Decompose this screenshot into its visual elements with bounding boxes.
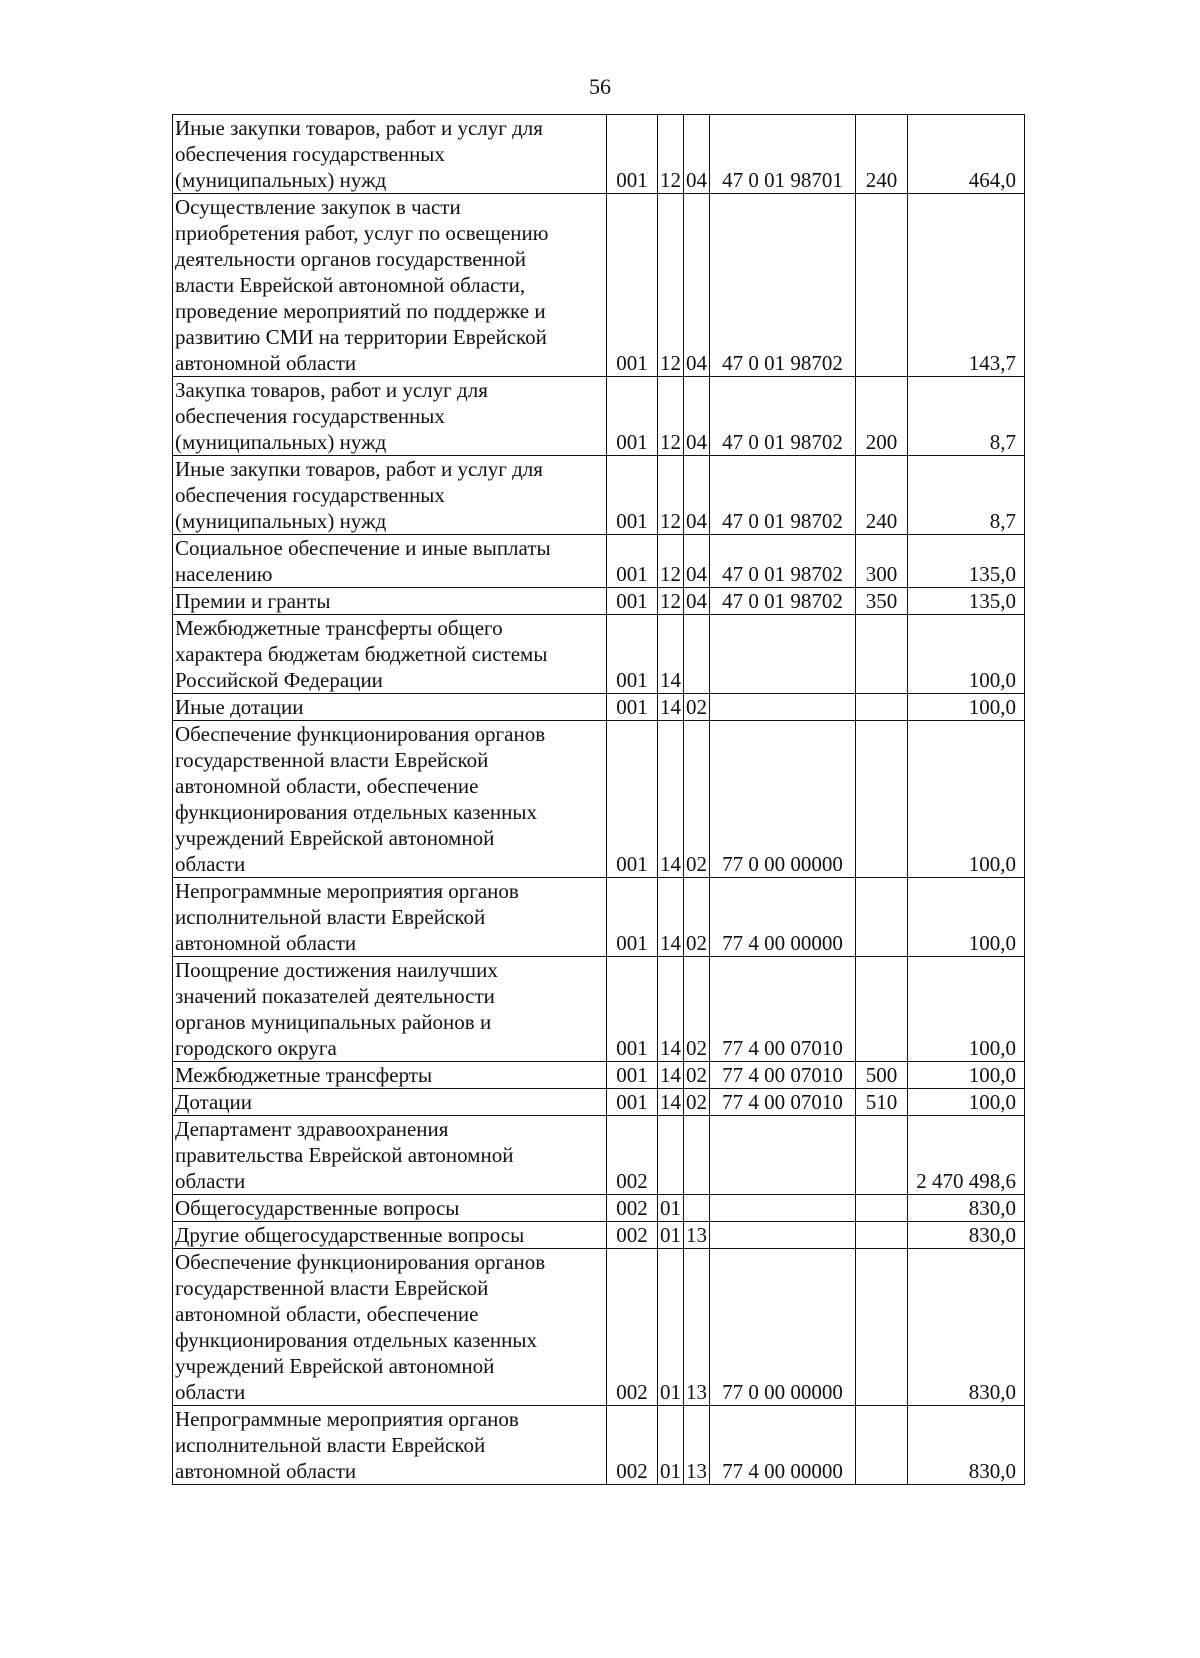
amount-cell: 830,0	[908, 1222, 1025, 1249]
row-name-cell: Социальное обеспечение и иные выплаты населению	[173, 535, 607, 588]
ministry-code-cell: 001	[607, 588, 658, 615]
subsection-code-cell	[684, 615, 710, 694]
table-row	[173, 1116, 1025, 1195]
row-name-cell: Премии и гранты	[173, 588, 607, 615]
target-article-cell: 77 0 00 00000	[710, 1249, 856, 1406]
ministry-code-cell: 001	[607, 456, 658, 535]
section-code-cell: 14	[658, 721, 684, 878]
section-code-cell: 12	[658, 588, 684, 615]
target-article-cell: 77 4 00 00000	[710, 1406, 856, 1485]
target-article-cell: 77 4 00 07010	[710, 957, 856, 1062]
row-name-cell: Обеспечение функционирования органов государственной власти Еврейской автономной области, обеспечение функционирования отдельных казенных учреждений Еврейской автономной области	[173, 1249, 607, 1406]
row-name-cell: Общегосударственные вопросы	[173, 1195, 607, 1222]
table-row	[173, 878, 1025, 957]
budget-table	[172, 114, 1025, 1485]
row-name-cell: Межбюджетные трансферты	[173, 1062, 607, 1089]
target-article-cell: 47 0 01 98702	[710, 377, 856, 456]
target-article-cell: 77 4 00 07010	[710, 1089, 856, 1116]
target-article-cell: 77 4 00 00000	[710, 878, 856, 957]
target-article-cell: 47 0 01 98702	[710, 456, 856, 535]
expense-type-cell	[856, 1249, 908, 1406]
row-name-cell: Иные закупки товаров, работ и услуг для обеспечения государственных (муниципальных) нужд	[173, 115, 607, 194]
section-code-cell: 12	[658, 535, 684, 588]
expense-type-cell: 240	[856, 456, 908, 535]
page-number: 56	[589, 74, 611, 99]
ministry-code-cell: 001	[607, 115, 658, 194]
expense-type-cell	[856, 615, 908, 694]
section-code-cell: 14	[658, 878, 684, 957]
table-row	[173, 194, 1025, 377]
ministry-code-cell: 002	[607, 1222, 658, 1249]
ministry-code-cell: 001	[607, 1089, 658, 1116]
amount-cell: 100,0	[908, 615, 1025, 694]
ministry-code-cell: 001	[607, 615, 658, 694]
ministry-code-cell: 001	[607, 377, 658, 456]
section-code-cell: 12	[658, 194, 684, 377]
amount-cell: 135,0	[908, 588, 1025, 615]
ministry-code-cell: 001	[607, 194, 658, 377]
row-name-cell: Обеспечение функционирования органов государственной власти Еврейской автономной области, обеспечение функционирования отдельных казенных учреждений Еврейской автономной области	[173, 721, 607, 878]
table-row	[173, 721, 1025, 878]
subsection-code-cell: 04	[684, 588, 710, 615]
section-code-cell: 14	[658, 615, 684, 694]
amount-cell: 135,0	[908, 535, 1025, 588]
row-name-cell: Иные закупки товаров, работ и услуг для обеспечения государственных (муниципальных) нужд	[173, 456, 607, 535]
table-row	[173, 694, 1025, 721]
row-name-cell: Непрограммные мероприятия органов исполнительной власти Еврейской автономной области	[173, 878, 607, 957]
section-code-cell: 14	[658, 1062, 684, 1089]
expense-type-cell	[856, 694, 908, 721]
ministry-code-cell: 002	[607, 1116, 658, 1195]
expense-type-cell	[856, 1116, 908, 1195]
row-name-cell: Закупка товаров, работ и услуг для обеспечения государственных (муниципальных) нужд	[173, 377, 607, 456]
amount-cell: 100,0	[908, 878, 1025, 957]
expense-type-cell: 200	[856, 377, 908, 456]
expense-type-cell	[856, 1195, 908, 1222]
expense-type-cell	[856, 957, 908, 1062]
section-code-cell: 14	[658, 1089, 684, 1116]
section-code-cell: 01	[658, 1249, 684, 1406]
expense-type-cell	[856, 194, 908, 377]
amount-cell: 830,0	[908, 1406, 1025, 1485]
subsection-code-cell: 04	[684, 194, 710, 377]
section-code-cell: 01	[658, 1222, 684, 1249]
table-row	[173, 115, 1025, 194]
amount-cell: 100,0	[908, 1062, 1025, 1089]
row-name-cell: Непрограммные мероприятия органов исполнительной власти Еврейской автономной области	[173, 1406, 607, 1485]
target-article-cell: 47 0 01 98701	[710, 115, 856, 194]
expense-type-cell	[856, 1406, 908, 1485]
section-code-cell	[658, 1116, 684, 1195]
expense-type-cell: 510	[856, 1089, 908, 1116]
table-row	[173, 535, 1025, 588]
row-name-cell: Межбюджетные трансферты общего характера бюджетам бюджетной системы Российской Федерации	[173, 615, 607, 694]
subsection-code-cell: 04	[684, 377, 710, 456]
table-row	[173, 957, 1025, 1062]
target-article-cell: 47 0 01 98702	[710, 535, 856, 588]
expense-type-cell: 350	[856, 588, 908, 615]
ministry-code-cell: 001	[607, 878, 658, 957]
table-row	[173, 1195, 1025, 1222]
table-row	[173, 1222, 1025, 1249]
subsection-code-cell: 04	[684, 535, 710, 588]
table-body	[173, 115, 1025, 1485]
ministry-code-cell: 001	[607, 957, 658, 1062]
ministry-code-cell: 001	[607, 535, 658, 588]
table-row	[173, 615, 1025, 694]
target-article-cell	[710, 694, 856, 721]
amount-cell: 100,0	[908, 957, 1025, 1062]
subsection-code-cell: 04	[684, 456, 710, 535]
section-code-cell: 01	[658, 1195, 684, 1222]
section-code-cell: 14	[658, 957, 684, 1062]
row-name-cell: Поощрение достижения наилучших значений показателей деятельности органов муниципальных районов и городского округа	[173, 957, 607, 1062]
section-code-cell: 12	[658, 115, 684, 194]
section-code-cell: 12	[658, 456, 684, 535]
amount-cell: 100,0	[908, 721, 1025, 878]
subsection-code-cell: 02	[684, 721, 710, 878]
target-article-cell: 47 0 01 98702	[710, 588, 856, 615]
table-row	[173, 1062, 1025, 1089]
row-name-cell: Осуществление закупок в части приобретения работ, услуг по освещению деятельности органов государственной власти Еврейской автономной области, проведение мероприятий по поддержке и развитию СМИ на территории Еврейской автономной области	[173, 194, 607, 377]
subsection-code-cell: 02	[684, 694, 710, 721]
amount-cell: 143,7	[908, 194, 1025, 377]
amount-cell: 464,0	[908, 115, 1025, 194]
expense-type-cell	[856, 1222, 908, 1249]
ministry-code-cell: 002	[607, 1195, 658, 1222]
table-row	[173, 1089, 1025, 1116]
ministry-code-cell: 001	[607, 694, 658, 721]
expense-type-cell	[856, 878, 908, 957]
subsection-code-cell: 02	[684, 1089, 710, 1116]
subsection-code-cell: 02	[684, 957, 710, 1062]
row-name-cell: Департамент здравоохранения правительства Еврейской автономной области	[173, 1116, 607, 1195]
amount-cell: 8,7	[908, 377, 1025, 456]
subsection-code-cell	[684, 1116, 710, 1195]
subsection-code-cell	[684, 1195, 710, 1222]
row-name-cell: Другие общегосударственные вопросы	[173, 1222, 607, 1249]
section-code-cell: 14	[658, 694, 684, 721]
table-row	[173, 377, 1025, 456]
expense-type-cell: 500	[856, 1062, 908, 1089]
target-article-cell	[710, 1195, 856, 1222]
target-article-cell: 77 4 00 07010	[710, 1062, 856, 1089]
table-row	[173, 1406, 1025, 1485]
section-code-cell: 01	[658, 1406, 684, 1485]
ministry-code-cell: 001	[607, 721, 658, 878]
row-name-cell: Дотации	[173, 1089, 607, 1116]
target-article-cell: 47 0 01 98702	[710, 194, 856, 377]
subsection-code-cell: 02	[684, 878, 710, 957]
section-code-cell: 12	[658, 377, 684, 456]
expense-type-cell	[856, 721, 908, 878]
row-name-cell: Иные дотации	[173, 694, 607, 721]
ministry-code-cell: 002	[607, 1249, 658, 1406]
subsection-code-cell: 13	[684, 1406, 710, 1485]
table-row	[173, 1249, 1025, 1406]
amount-cell: 830,0	[908, 1249, 1025, 1406]
target-article-cell	[710, 615, 856, 694]
subsection-code-cell: 13	[684, 1222, 710, 1249]
expense-type-cell: 240	[856, 115, 908, 194]
table-row	[173, 456, 1025, 535]
amount-cell: 2 470 498,6	[908, 1116, 1025, 1195]
amount-cell: 8,7	[908, 456, 1025, 535]
expense-type-cell: 300	[856, 535, 908, 588]
target-article-cell	[710, 1116, 856, 1195]
target-article-cell	[710, 1222, 856, 1249]
subsection-code-cell: 13	[684, 1249, 710, 1406]
table-row	[173, 588, 1025, 615]
subsection-code-cell: 02	[684, 1062, 710, 1089]
amount-cell: 100,0	[908, 694, 1025, 721]
subsection-code-cell: 04	[684, 115, 710, 194]
target-article-cell: 77 0 00 00000	[710, 721, 856, 878]
amount-cell: 100,0	[908, 1089, 1025, 1116]
ministry-code-cell: 001	[607, 1062, 658, 1089]
ministry-code-cell: 002	[607, 1406, 658, 1485]
amount-cell: 830,0	[908, 1195, 1025, 1222]
